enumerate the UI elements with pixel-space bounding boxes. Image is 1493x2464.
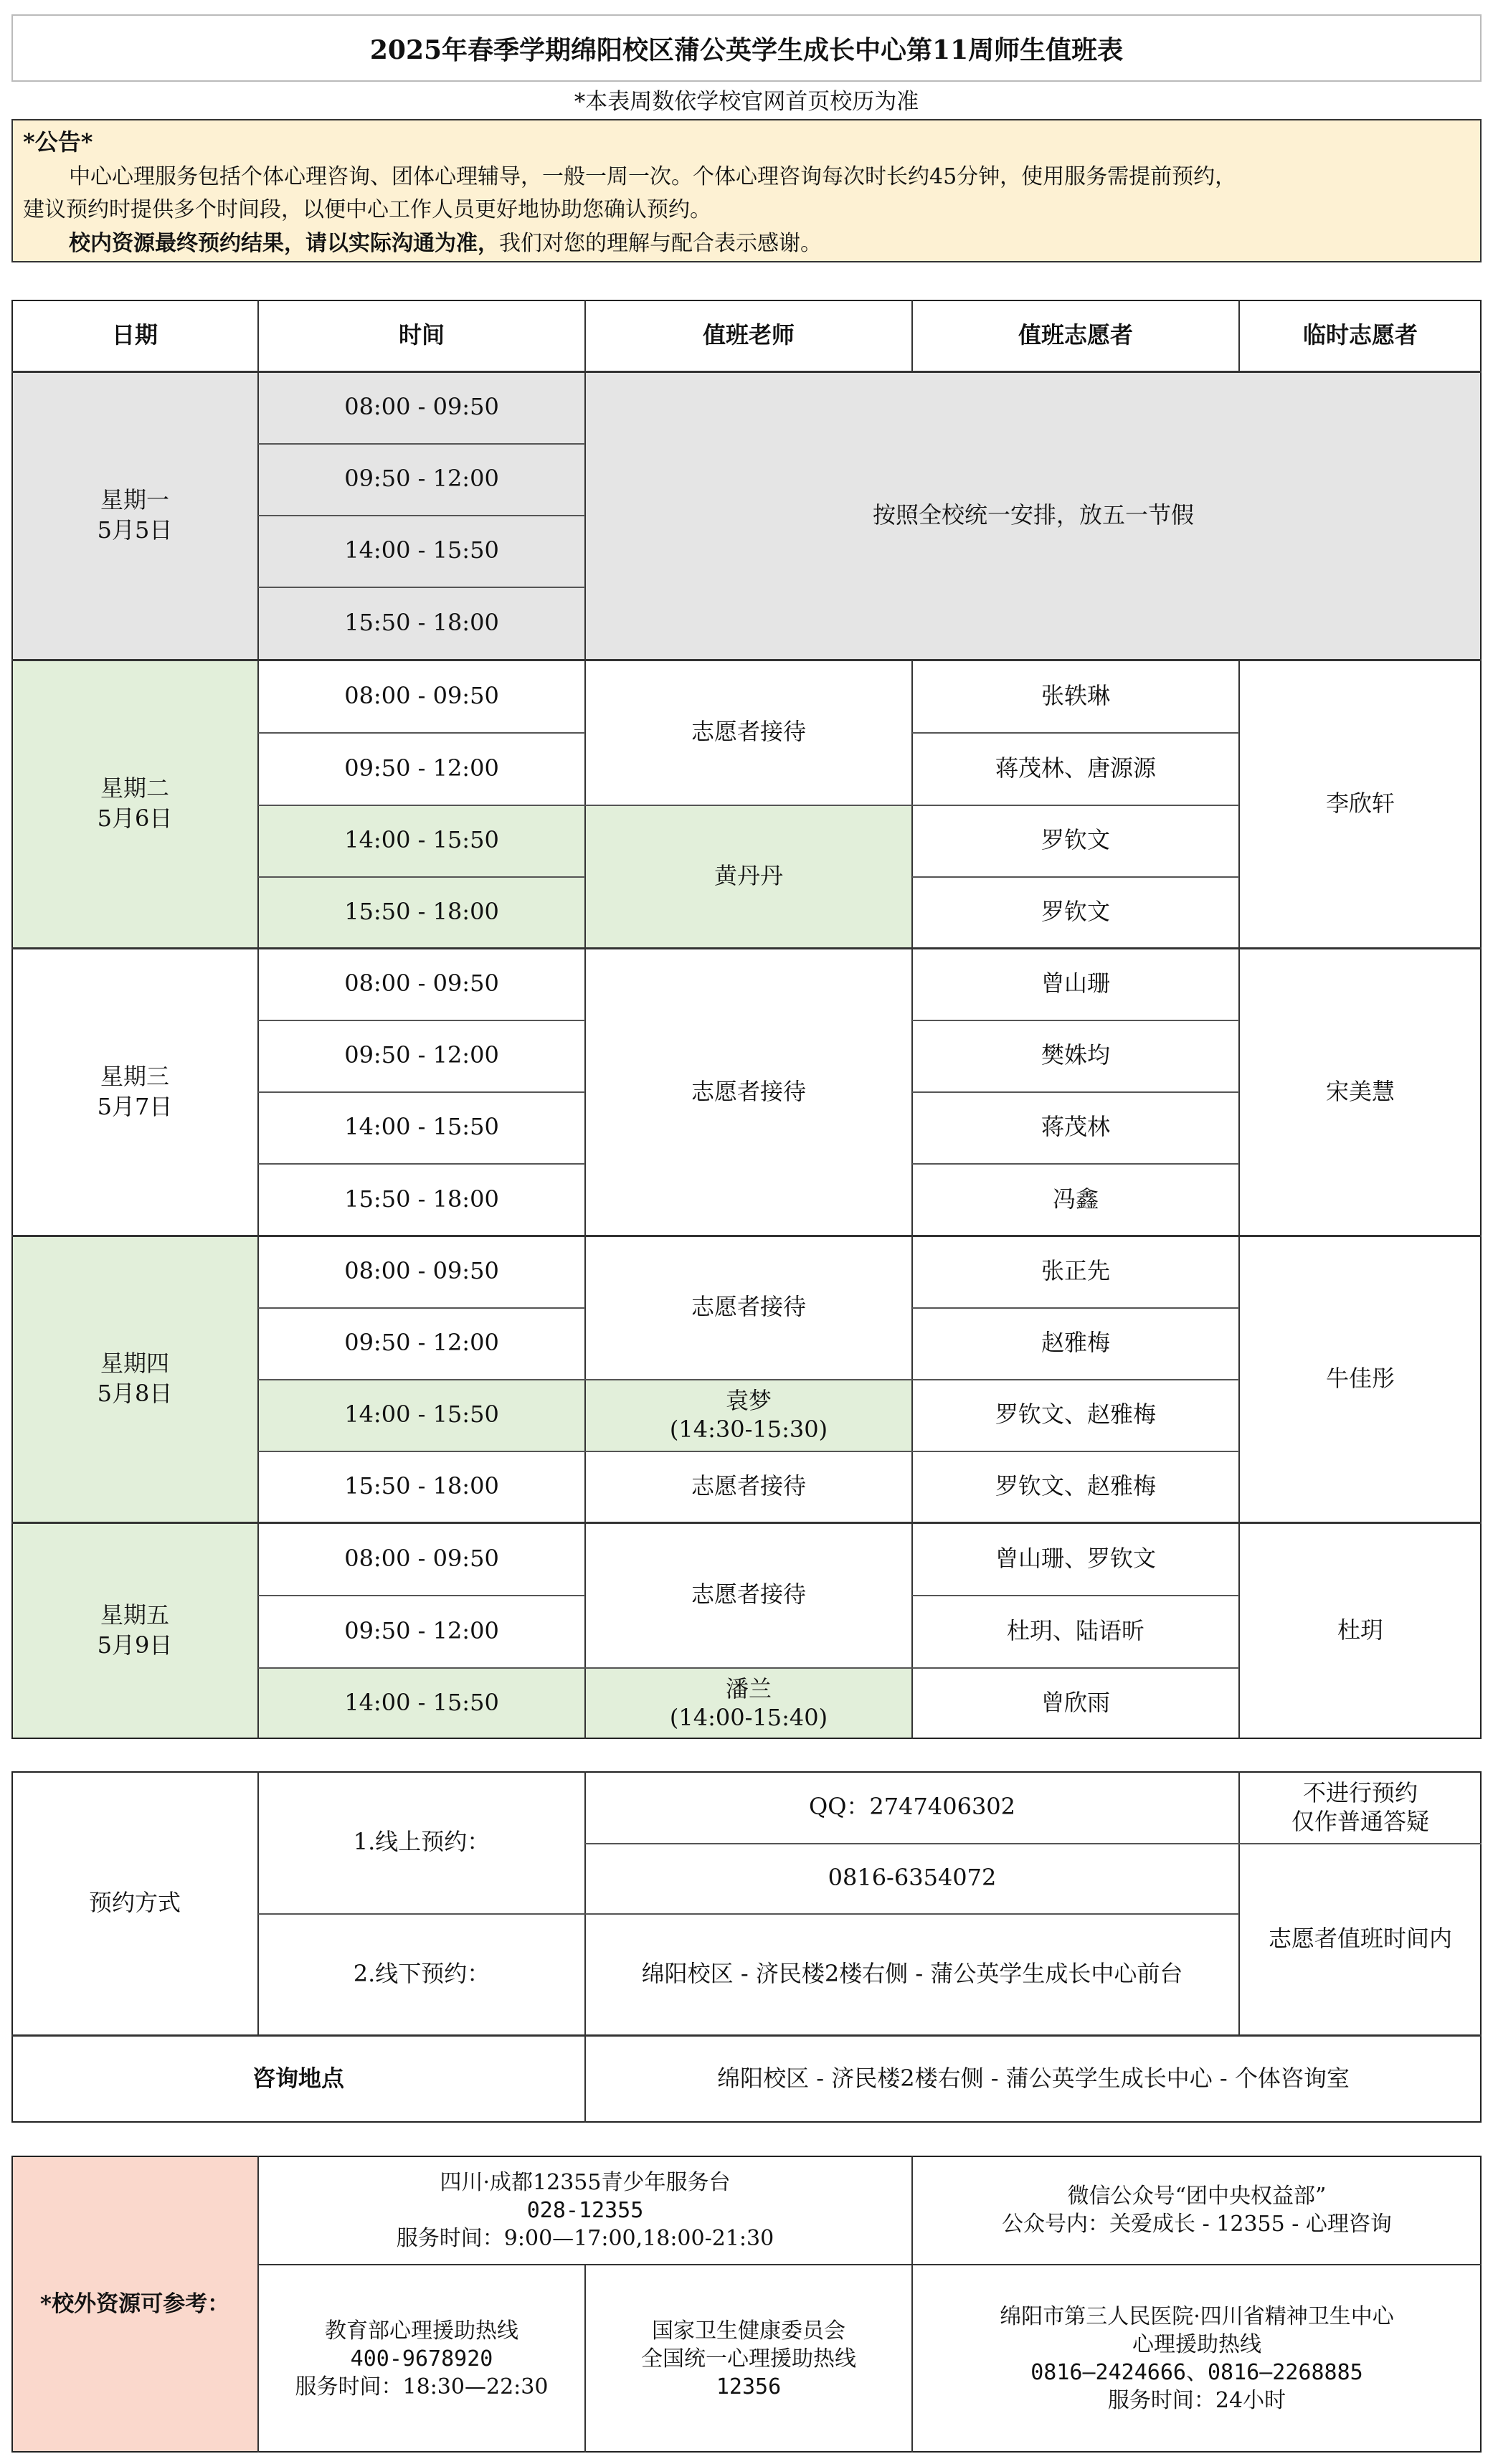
resource-hospital-name: 绵阳市第三人民医院·四川省精神卫生中心 (1000, 2304, 1394, 2329)
monday-date-text: 5月5日 (97, 516, 173, 544)
slot-line (258, 587, 585, 588)
resource-moe-phone: 400-9678920 (350, 2346, 493, 2371)
slot-line (258, 1091, 585, 1093)
slot-line (258, 1307, 585, 1309)
booking-vline-3 (1238, 1771, 1240, 2035)
resource-nhc-name: 国家卫生健康委员会 (652, 2318, 845, 2344)
tuesday-teacher-am: 志愿者接待 (691, 718, 806, 746)
wednesday-volunteer-3: 蒋茂林 (1041, 1113, 1110, 1141)
monday-holiday: 按照全校统一安排，放五一节假 (872, 501, 1194, 529)
notice-box (11, 119, 1482, 262)
location-label: 咨询地点 (252, 2065, 344, 2093)
volunteer-line (912, 805, 1239, 806)
booking-duty-note: 志愿者值班时间内 (1268, 1925, 1452, 1953)
friday-teacher-pm-name: 潘兰 (725, 1675, 772, 1702)
header-date: 日期 (111, 321, 158, 349)
booking-qq-note-2: 仅作普通答疑 (1291, 1808, 1429, 1835)
resource-nhc-phone: 12356 (716, 2374, 782, 2399)
volunteer-line (912, 732, 1239, 734)
thursday-volunteer-1: 张正先 (1041, 1257, 1110, 1285)
volunteer-line (912, 876, 1239, 878)
resource-wechat-path: 公众号内：关爱成长 - 12355 - 心理咨询 (1002, 2212, 1392, 2237)
col-divider-3b (911, 660, 913, 1739)
thursday-teacher-am: 志愿者接待 (691, 1293, 806, 1321)
thursday-volunteer-3: 罗钦文、赵雅梅 (995, 1401, 1156, 1428)
slot-line (258, 1667, 585, 1669)
tuesday-date-text: 5月6日 (97, 805, 173, 832)
booking-online-label: 1.线上预约： (353, 1828, 490, 1856)
wednesday-teacher: 志愿者接待 (691, 1077, 806, 1105)
monday-slot-3: 14:00 - 15:50 (344, 536, 499, 564)
monday-slot-2: 09:50 - 12:00 (344, 465, 499, 493)
slot-line (258, 1163, 585, 1165)
monday-weekday: 星期一 (100, 486, 169, 514)
col-divider-2a (584, 300, 586, 371)
booking-line (258, 1913, 1239, 1915)
thursday-slot-4: 15:50 - 18:00 (344, 1472, 499, 1500)
volunteer-line (912, 1307, 1239, 1309)
tuesday-temp: 李欣轩 (1325, 790, 1395, 818)
col-divider-4b (1238, 660, 1240, 1739)
notice-para2-bold: 校内资源最终预约结果，请以实际沟通为准， (69, 230, 499, 256)
volunteer-line (912, 1379, 1239, 1380)
friday-date-text: 5月9日 (97, 1631, 173, 1659)
booking-vline-2 (584, 1771, 586, 2123)
tuesday-slot-2: 09:50 - 12:00 (344, 754, 499, 782)
thursday-weekday: 星期四 (100, 1350, 169, 1378)
friday-volunteer-3: 曾欣雨 (1041, 1689, 1110, 1717)
wednesday-weekday: 星期三 (100, 1062, 169, 1090)
slot-line (258, 876, 585, 878)
friday-temp: 杜玥 (1337, 1616, 1383, 1644)
thursday-teacher-pm-time: (14:30-15:30) (669, 1416, 828, 1443)
friday-slot-2: 09:50 - 12:00 (344, 1616, 499, 1644)
volunteer-line (912, 1667, 1239, 1669)
subtitle: *本表周数依学校官网首页校历为准 (574, 88, 919, 115)
booking-qq-note-1: 不进行预约 (1302, 1779, 1418, 1806)
day-divider-3 (11, 1235, 1482, 1237)
resource-sichuan-phone: 028-12355 (526, 2197, 644, 2223)
thursday-temp: 牛佳彤 (1325, 1365, 1395, 1393)
resource-sichuan-hours: 服务时间：9:00—17:00,18:00-21:30 (396, 2225, 774, 2251)
teacher-line (585, 1379, 912, 1380)
external-vline-1 (257, 2156, 259, 2453)
wednesday-slot-4: 15:50 - 18:00 (344, 1185, 499, 1213)
header-teacher: 值班老师 (702, 321, 795, 349)
friday-teacher-am: 志愿者接待 (691, 1581, 806, 1608)
page-title: 2025年春季学期绵阳校区蒲公英学生成长中心第11周师生值班表 (369, 34, 1124, 65)
notice-para1 (23, 161, 1470, 194)
resource-hospital-hours: 服务时间：24小时 (1107, 2388, 1286, 2413)
notice-para1-text: 中心心理服务包括个体心理咨询、团体心理辅导，一般一周一次。个体心理咨询每次时长约45分钟，使用服务需提前预约， (69, 164, 1237, 189)
thursday-date-text: 5月8日 (97, 1380, 173, 1407)
friday-volunteer-2: 杜玥、陆语昕 (1006, 1616, 1144, 1644)
teacher-line (585, 1667, 912, 1669)
volunteer-line (912, 1163, 1239, 1165)
monday-slot-4: 15:50 - 18:00 (344, 609, 499, 637)
col-divider-2b (584, 371, 586, 1739)
notice-para1b: 建议预约时提供多个时间段，以便中心工作人员更好地协助您确认预约。 (23, 197, 711, 223)
notice-para2-rest: 我们对您的理解与配合表示感谢。 (499, 230, 822, 256)
monday-slot-1: 08:00 - 09:50 (344, 393, 499, 421)
resource-moe-name: 教育部心理援助热线 (325, 2318, 518, 2344)
col-divider-3a (911, 300, 913, 371)
wednesday-date-text: 5月7日 (97, 1092, 173, 1120)
booking-qq: QQ：2747406302 (808, 1793, 1016, 1821)
external-vline-2 (911, 2156, 913, 2453)
wednesday-volunteer-4: 冯鑫 (1052, 1185, 1099, 1213)
notice-para2 (23, 227, 1470, 261)
external-label: *校外资源可参考： (11, 2156, 258, 2453)
slot-line (258, 1595, 585, 1596)
thursday-volunteer-2: 赵雅梅 (1041, 1329, 1110, 1357)
resource-nhc-desc: 全国统一心理援助热线 (641, 2346, 856, 2371)
day-divider-4 (11, 1522, 1482, 1524)
wednesday-slot-2: 09:50 - 12:00 (344, 1041, 499, 1069)
header-divider (11, 371, 1482, 373)
friday-slot-1: 08:00 - 09:50 (344, 1544, 499, 1572)
booking-vline-1 (257, 1771, 259, 2035)
thursday-teacher-late: 志愿者接待 (691, 1472, 806, 1500)
tuesday-volunteer-4: 罗钦文 (1041, 898, 1110, 926)
volunteer-line (912, 1451, 1239, 1452)
slot-line (258, 1451, 585, 1452)
tuesday-teacher-pm: 黄丹丹 (714, 862, 783, 890)
tuesday-weekday: 星期二 (100, 774, 169, 802)
external-hline (258, 2264, 1482, 2265)
resource-wechat-name: 微信公众号“团中央权益部” (1067, 2184, 1327, 2209)
volunteer-line (912, 1020, 1239, 1021)
slot-line (258, 732, 585, 734)
thursday-slot-2: 09:50 - 12:00 (344, 1329, 499, 1357)
resource-moe-hours: 服务时间：18:30—22:30 (295, 2374, 549, 2399)
booking-offline-place: 绵阳校区 - 济民楼2楼右侧 - 蒲公英学生成长中心前台 (641, 1960, 1183, 1988)
external-vline-3 (584, 2265, 586, 2453)
slot-line (258, 515, 585, 516)
wednesday-temp: 宋美慧 (1325, 1077, 1395, 1105)
thursday-teacher-pm-name: 袁梦 (725, 1387, 772, 1414)
booking-line (585, 1843, 1482, 1844)
header-time: 时间 (398, 321, 445, 349)
slot-line (258, 1379, 585, 1380)
tuesday-slot-1: 08:00 - 09:50 (344, 681, 499, 709)
tuesday-volunteer-2: 蒋茂林、唐源源 (995, 754, 1156, 782)
tuesday-volunteer-1: 张轶琳 (1041, 681, 1110, 709)
col-divider-4a (1238, 300, 1240, 371)
booking-offline-label: 2.线下预约： (353, 1960, 490, 1988)
wednesday-slot-3: 14:00 - 15:50 (344, 1113, 499, 1141)
resource-hospital-desc: 心理援助热线 (1132, 2332, 1261, 2357)
tuesday-volunteer-3: 罗钦文 (1041, 826, 1110, 854)
booking-phone: 0816-6354072 (828, 1864, 997, 1892)
day-divider-1 (11, 659, 1482, 661)
teacher-line (585, 1451, 912, 1452)
slot-line (258, 443, 585, 445)
volunteer-line (912, 1091, 1239, 1093)
external-border (11, 2156, 1482, 2453)
wednesday-slot-1: 08:00 - 09:50 (344, 970, 499, 998)
header-volunteer: 值班志愿者 (1018, 321, 1133, 349)
slot-line (258, 805, 585, 806)
day-divider-2 (11, 947, 1482, 949)
friday-teacher-pm-time: (14:00-15:40) (669, 1704, 828, 1731)
friday-weekday: 星期五 (100, 1601, 169, 1629)
wednesday-volunteer-2: 樊姝均 (1041, 1041, 1110, 1069)
teacher-line (585, 805, 912, 806)
wednesday-volunteer-1: 曾山珊 (1041, 970, 1110, 998)
tuesday-slot-3: 14:00 - 15:50 (344, 826, 499, 854)
booking-border (11, 1771, 1482, 2123)
booking-divider (11, 2034, 1482, 2037)
thursday-slot-1: 08:00 - 09:50 (344, 1257, 499, 1285)
thursday-slot-3: 14:00 - 15:50 (344, 1401, 499, 1428)
slot-line (258, 1020, 585, 1021)
volunteer-line (912, 1595, 1239, 1596)
location-value: 绵阳校区 - 济民楼2楼右侧 - 蒲公英学生成长中心 - 个体咨询室 (717, 2065, 1350, 2093)
notice-heading: *公告* (23, 128, 93, 156)
resource-sichuan-name: 四川·成都12355青少年服务台 (440, 2169, 731, 2195)
header-temp-volunteer: 临时志愿者 (1302, 321, 1418, 349)
thursday-volunteer-4: 罗钦文、赵雅梅 (995, 1472, 1156, 1500)
booking-label: 预约方式 (88, 1889, 181, 1917)
friday-slot-3: 14:00 - 15:50 (344, 1689, 499, 1717)
resource-hospital-phone: 0816—2424666、0816—2268885 (1030, 2360, 1363, 2385)
friday-volunteer-1: 曾山珊、罗钦文 (995, 1544, 1156, 1572)
tuesday-slot-4: 15:50 - 18:00 (344, 898, 499, 926)
